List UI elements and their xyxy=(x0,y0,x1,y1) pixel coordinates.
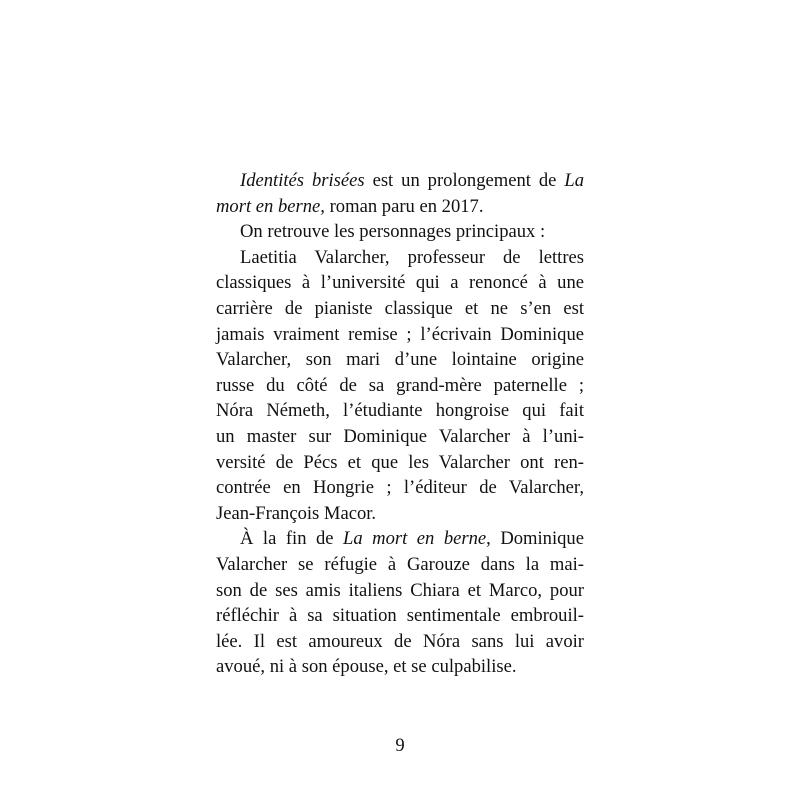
text-line xyxy=(216,578,584,604)
text-segment: lée. Il est amoureux de Nóra sans lui avoir xyxy=(216,630,584,652)
text-segment: Laetitia Valarcher, professeur de lettres xyxy=(240,246,584,268)
italic-text: La mort en berne xyxy=(343,528,487,550)
text-segment: contrée en Hongrie ; l’éditeur de Valarcher, xyxy=(216,477,584,499)
text-line xyxy=(216,398,584,424)
italic-text: Identités brisées xyxy=(240,170,365,191)
text-line xyxy=(216,450,584,476)
text-line xyxy=(216,475,584,501)
text-line xyxy=(216,270,584,296)
text-line xyxy=(216,194,584,220)
text-segment: russe du côté de sa grand-mère paternelle ; xyxy=(216,374,584,396)
text-segment: , Dominique xyxy=(486,528,584,550)
body-text xyxy=(216,168,584,680)
text-line xyxy=(216,245,584,271)
text-segment: On retrouve les personnages principaux : xyxy=(240,221,546,243)
text-line xyxy=(216,526,584,552)
text-line xyxy=(216,629,584,655)
text-line xyxy=(216,219,584,245)
italic-text: La xyxy=(564,170,584,191)
text-segment: carrière de pianiste classique et ne s’en est xyxy=(216,297,584,319)
text-segment: réfléchir à sa situation sentimentale embrouil- xyxy=(216,605,584,627)
text-segment: Valarcher se réfugie à Garouze dans la mai- xyxy=(216,553,584,575)
text-segment: À la fin de xyxy=(240,528,344,550)
text-line xyxy=(216,424,584,450)
text-line xyxy=(216,322,584,348)
text-segment: son de ses amis italiens Chiara et Marco, pour xyxy=(216,579,584,601)
text-line xyxy=(216,501,584,527)
text-segment: roman paru en 2017. xyxy=(324,195,484,217)
italic-text: mort en berne, xyxy=(216,195,325,217)
text-segment: avoué, ni à son épouse, et se culpabilise. xyxy=(216,656,517,678)
text-line xyxy=(216,373,584,399)
text-line xyxy=(216,552,584,578)
text-segment: versité de Pécs et que les Valarcher ont ren- xyxy=(216,451,584,473)
text-line xyxy=(216,603,584,629)
text-segment: Nóra Németh, l’étudiante hongroise qui fait xyxy=(216,400,584,422)
text-line xyxy=(216,168,584,194)
text-segment: est un prolongement de xyxy=(364,170,565,191)
text-segment: un master sur Dominique Valarcher à l’uni- xyxy=(216,425,584,447)
text-line xyxy=(216,347,584,373)
text-segment: jamais vraiment remise ; l’écrivain Dominique xyxy=(216,323,584,345)
text-segment: Valarcher, son mari d’une lointaine origine xyxy=(216,349,584,371)
text-segment: classiques à l’université qui a renoncé à une xyxy=(216,272,584,294)
text-segment: Jean-François Macor. xyxy=(216,502,377,524)
text-line xyxy=(216,296,584,322)
text-line xyxy=(216,654,584,680)
page-number: 9 xyxy=(395,735,405,756)
